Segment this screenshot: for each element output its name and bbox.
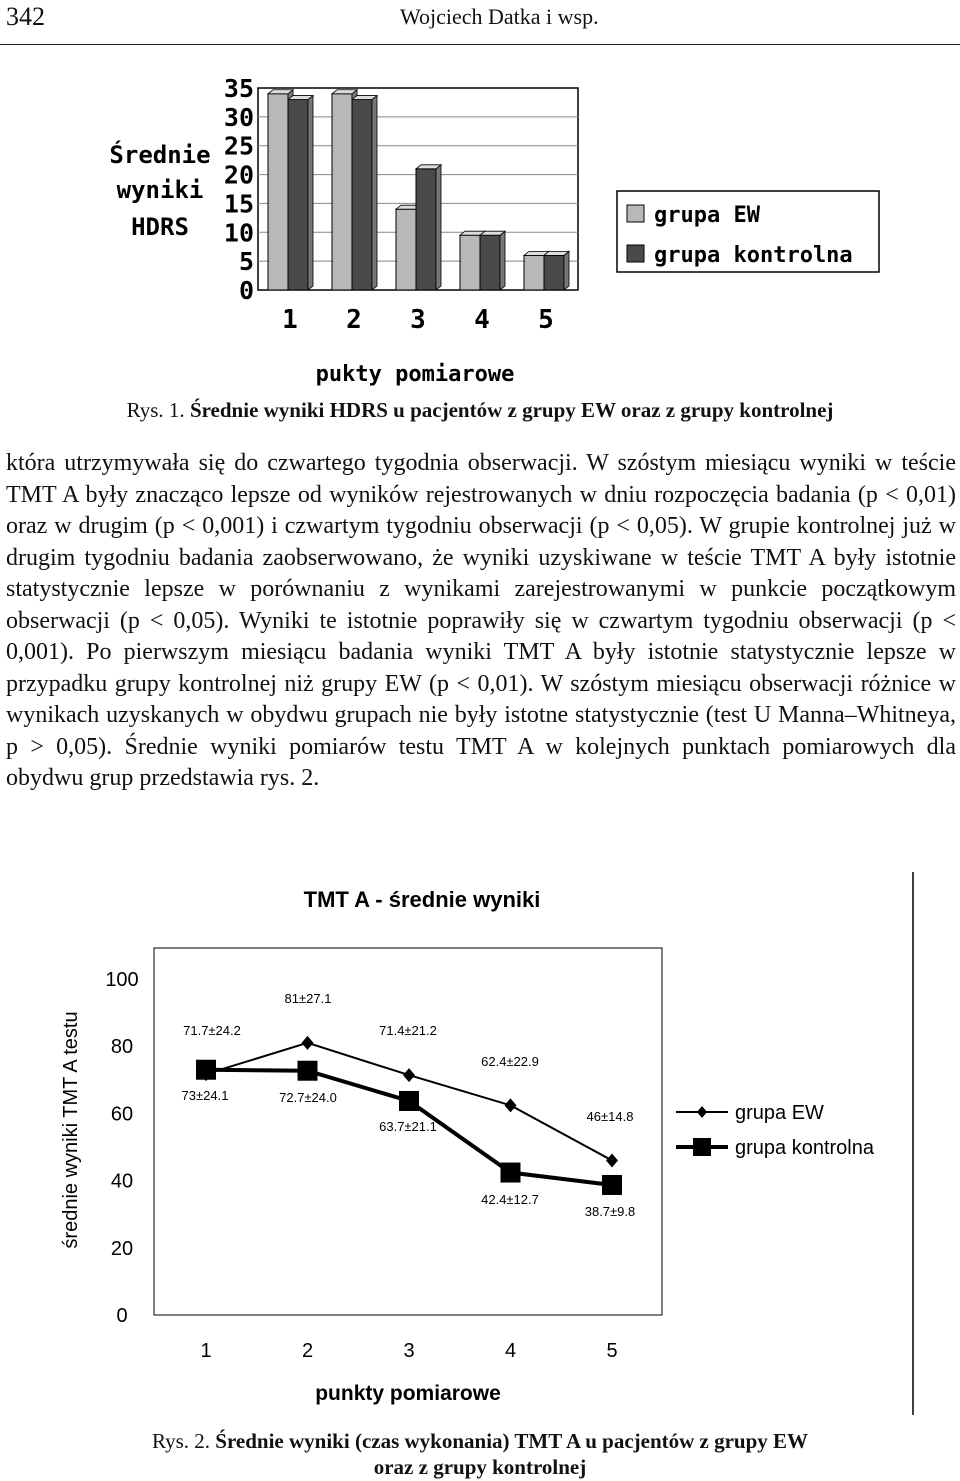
x-tick-label: 3 bbox=[403, 1340, 415, 1362]
bar bbox=[544, 255, 564, 290]
data-label: 73±24.1 bbox=[181, 1088, 229, 1103]
y-tick-label: 100 bbox=[105, 969, 139, 991]
data-point bbox=[298, 1061, 318, 1081]
bar-side bbox=[372, 96, 377, 290]
y-tick-label: 25 bbox=[223, 131, 254, 161]
legend-swatch bbox=[627, 245, 644, 262]
bar-side bbox=[500, 231, 505, 290]
x-tick-label: 5 bbox=[606, 1340, 618, 1362]
legend-marker bbox=[693, 1138, 711, 1156]
x-tick-label: 4 bbox=[474, 305, 490, 335]
figure2-caption bbox=[0, 1428, 960, 1480]
x-tick-label: 4 bbox=[504, 1340, 517, 1362]
figure1-chart bbox=[0, 0, 960, 395]
x-tick-label: 3 bbox=[410, 305, 426, 335]
legend-label: grupa EW bbox=[654, 203, 760, 228]
data-label: 71.4±21.2 bbox=[379, 1023, 437, 1038]
x-tick-label: 2 bbox=[301, 1340, 314, 1362]
y-tick-label: 20 bbox=[110, 1237, 134, 1260]
bar-side bbox=[564, 251, 569, 290]
data-label: 81±27.1 bbox=[284, 991, 332, 1006]
bar-top bbox=[544, 251, 569, 255]
y-tick-label: 40 bbox=[110, 1170, 134, 1193]
bar bbox=[332, 94, 352, 290]
data-point bbox=[399, 1091, 419, 1111]
data-label: 62.4±22.9 bbox=[481, 1054, 539, 1069]
data-point bbox=[602, 1175, 622, 1195]
y-axis-label: HDRS bbox=[131, 213, 189, 241]
bar bbox=[396, 209, 416, 290]
bar bbox=[268, 94, 288, 290]
body-paragraph bbox=[6, 448, 956, 795]
legend-label: grupa kontrolna bbox=[654, 243, 853, 268]
y-tick-label: 80 bbox=[110, 1036, 134, 1059]
figure1-caption-prefix: Rys. 1. bbox=[126, 398, 185, 422]
bar-top bbox=[332, 90, 357, 94]
chart-title: TMT A - średnie wyniki bbox=[303, 887, 541, 912]
y-tick-label: 30 bbox=[223, 102, 254, 132]
data-point bbox=[196, 1060, 216, 1080]
x-axis-label: punkty pomiarowe bbox=[315, 1382, 501, 1405]
bar bbox=[288, 100, 308, 290]
data-label: 63.7±21.1 bbox=[379, 1119, 437, 1134]
figure2-chart bbox=[0, 860, 960, 1420]
data-point bbox=[501, 1163, 521, 1183]
bar bbox=[416, 169, 436, 290]
x-tick-label: 1 bbox=[200, 1340, 212, 1362]
running-head: Wojciech Datka i wsp. bbox=[400, 4, 599, 29]
y-tick-label: 10 bbox=[223, 218, 254, 248]
x-tick-label: 5 bbox=[538, 305, 554, 335]
y-tick-label: 0 bbox=[116, 1305, 128, 1327]
x-tick-label: 1 bbox=[282, 305, 298, 335]
bar bbox=[460, 235, 480, 290]
bar-top bbox=[416, 165, 441, 169]
legend-swatch bbox=[627, 205, 644, 222]
y-tick-label: 15 bbox=[223, 189, 254, 219]
data-label: 72.7±24.0 bbox=[279, 1090, 337, 1105]
data-label: 38.7±9.8 bbox=[584, 1204, 636, 1219]
bar bbox=[480, 235, 500, 290]
y-axis-label: Średnie bbox=[109, 141, 211, 169]
figure1-caption bbox=[0, 398, 960, 423]
bar bbox=[352, 100, 372, 290]
y-tick-label: 20 bbox=[223, 160, 254, 190]
data-label: 46±14.8 bbox=[586, 1109, 634, 1124]
figure2-caption-prefix: Rys. 2. bbox=[151, 1429, 211, 1453]
bar-side bbox=[436, 165, 441, 290]
bar-top bbox=[352, 96, 377, 100]
bar-top bbox=[480, 231, 505, 235]
y-tick-label: 0 bbox=[238, 276, 254, 305]
y-axis-label: wyniki bbox=[116, 176, 204, 204]
bar-side bbox=[308, 96, 313, 290]
legend-label: grupa kontrolna bbox=[735, 1137, 874, 1159]
data-label: 71.7±24.2 bbox=[183, 1023, 241, 1038]
legend-marker bbox=[697, 1106, 707, 1118]
bar bbox=[524, 255, 544, 290]
x-tick-label: 2 bbox=[346, 305, 362, 335]
y-tick-label: 35 bbox=[223, 74, 254, 103]
y-axis-label: średnie wyniki TMT A testu bbox=[60, 1011, 82, 1249]
bar-top bbox=[268, 90, 293, 94]
data-label: 42.4±12.7 bbox=[481, 1192, 539, 1207]
legend-label: grupa EW bbox=[735, 1102, 824, 1124]
bar-top bbox=[288, 96, 313, 100]
page-number: 342 bbox=[6, 2, 45, 31]
figure1-caption-title: Średnie wyniki HDRS u pacjentów z grupy EW oraz z grupy kontrolnej bbox=[189, 398, 834, 422]
y-tick-label: 60 bbox=[110, 1103, 134, 1126]
figure2-caption-title-line2: oraz z grupy kontrolnej bbox=[373, 1455, 587, 1479]
y-tick-label: 5 bbox=[238, 247, 254, 277]
paragraph-text: która utrzymywała się do czwartego tygodnia obserwacji. W szóstym miesiącu wyniki w teście TMT A były znacząco lepsze od wyników rejestrowanych w dniu rozpoczęcia badania (p < 0,01) oraz w drugim (p < 0,001) i czwartym tygodniu obserwacji (p < 0,05). W grupie kontrolnej już w drugim tygodniu badania zaobserwowano, że wyniki uzyskiwane w teście TMT A były istotnie statystycznie lepsze w porównaniu z wynikami zarejestrowanymi w punkcie początkowym obserwacji (p < 0,05). Wyniki te istotnie poprawiły się w czwartym tygodniu obserwacji (p < 0,001). Po pierwszym miesiącu badania wyniki TMT A były istotnie statystycznie lepsze w przypadku grupy kontrolnej niż grupy EW (p < 0,01). W szóstym miesiącu obserwacji różnice w wynikach uzyskanych w obydwu grupach nie były istotne statystycznie (test U Manna–Whitneya, p > 0,05). Średnie wyniki pomiarów testu TMT A w kolejnych punktach pomiarowych dla obydwu grup przedstawia rys. 2. bbox=[6, 450, 956, 791]
x-axis-label: pukty pomiarowe bbox=[315, 362, 515, 387]
figure2-caption-title-line1: Średnie wyniki (czas wykonania) TMT A u pacjentów z grupy EW bbox=[215, 1429, 809, 1453]
